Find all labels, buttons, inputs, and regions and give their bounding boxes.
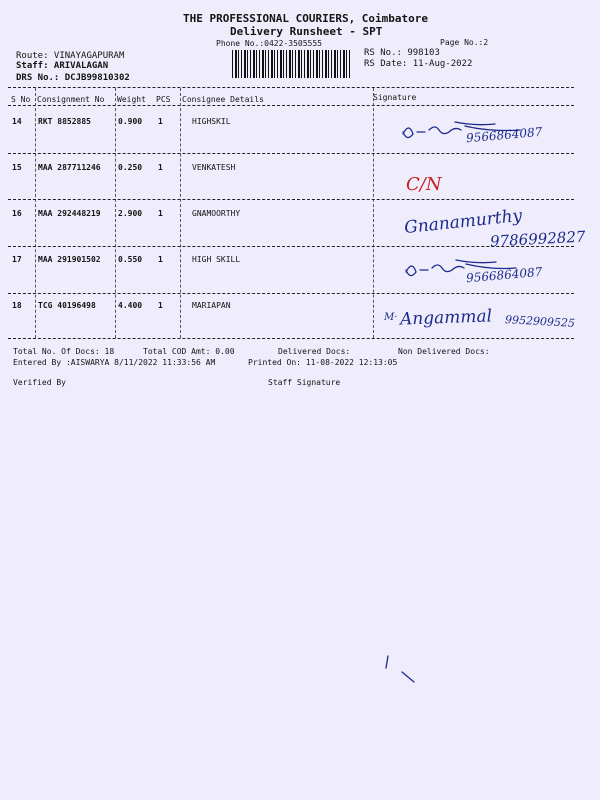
row-sno: 14: [12, 117, 22, 126]
staff: Staff: ARIVALAGAN: [16, 61, 109, 71]
col-signature: Signature: [373, 93, 417, 102]
row-consignee: MARIAPAN: [192, 301, 231, 310]
row-weight: 0.900: [118, 117, 143, 126]
col-weight: Weight: [117, 95, 146, 104]
row-sno: 16: [12, 209, 22, 218]
route: Route: VINAYAGAPURAM: [16, 51, 125, 61]
printed-on: Printed On: 11-08-2022 12:13:05: [248, 358, 398, 367]
col-consignee: Consignee Details: [182, 95, 264, 104]
entered-by: Entered By :AISWARYA 8/11/2022 11:33:56 AM: [13, 358, 216, 367]
staff-signature: Staff Signature: [268, 378, 341, 387]
handwritten-phone-row16: 9786992827: [489, 227, 586, 251]
row-consignee: VENKATESH: [192, 163, 236, 172]
total-docs: Total No. Of Docs: 18: [13, 347, 115, 356]
delivered-docs: Delivered Docs:: [278, 347, 351, 356]
verified-by: Verified By: [13, 378, 66, 387]
signature-initial-row18: M·: [384, 312, 398, 323]
company-title: THE PROFESSIONAL COURIERS, Coimbatore: [183, 12, 429, 25]
col-pcs: PCS: [156, 95, 171, 104]
divider: [8, 199, 574, 200]
row-consignment: MAA 291901502: [38, 255, 101, 264]
handwritten-phone-row14: 9566864087: [465, 124, 543, 146]
row-weight: 0.250: [118, 163, 143, 172]
total-cod: Total COD Amt: 0.00: [143, 347, 235, 356]
rs-number: RS No.: 998103: [364, 48, 440, 58]
handwritten-phone-row17: 9566864087: [465, 264, 543, 286]
divider: [8, 293, 574, 294]
divider: [8, 338, 574, 339]
drs-number: DRS No.: DCJB99810302: [16, 73, 130, 83]
divider: [8, 105, 574, 106]
row-pcs: 1: [158, 163, 163, 172]
row-weight: 2.900: [118, 209, 143, 218]
col-sno: S No: [11, 95, 31, 104]
phone-number: Phone No.:0422-3505555: [216, 39, 322, 48]
row-pcs: 1: [158, 209, 163, 218]
barcode: [232, 50, 350, 78]
row-consignee: HIGH SKILL: [192, 255, 241, 264]
row-weight: 4.400: [118, 301, 143, 310]
row-sno: 15: [12, 163, 22, 172]
non-delivered-docs: Non Delivered Docs:: [398, 347, 490, 356]
handwritten-name-row18: Angammal: [399, 306, 493, 330]
col-separator: [373, 88, 374, 338]
handwritten-name-row16: Gnanamurthy: [403, 205, 524, 239]
runsheet-subtitle: Delivery Runsheet - SPT: [230, 25, 383, 38]
row-weight: 0.550: [118, 255, 143, 264]
row-consignment: TCG 40196498: [38, 301, 96, 310]
row-consignment: MAA 292448219: [38, 209, 101, 218]
row-consignee: GNAMOORTHY: [192, 209, 241, 218]
col-separator: [180, 88, 181, 338]
handwritten-phone-row18: 9952909525: [504, 313, 576, 330]
stray-pen-mark: [380, 652, 420, 686]
row-consignee: HIGHSKIL: [192, 117, 231, 126]
row-pcs: 1: [158, 255, 163, 264]
divider: [8, 153, 574, 154]
divider: [8, 87, 574, 88]
col-separator: [115, 88, 116, 338]
page-number: Page No.:2: [440, 38, 489, 47]
rs-date: RS Date: 11-Aug-2022: [364, 59, 473, 69]
handwritten-cn-mark: C/N: [406, 174, 442, 195]
col-consignment: Consignment No: [37, 95, 105, 104]
row-pcs: 1: [158, 301, 163, 310]
row-consignment: RKT 8852885: [38, 117, 91, 126]
row-sno: 18: [12, 301, 22, 310]
row-sno: 17: [12, 255, 22, 264]
col-separator: [35, 88, 36, 338]
divider: [8, 246, 574, 247]
row-pcs: 1: [158, 117, 163, 126]
row-consignment: MAA 287711246: [38, 163, 101, 172]
